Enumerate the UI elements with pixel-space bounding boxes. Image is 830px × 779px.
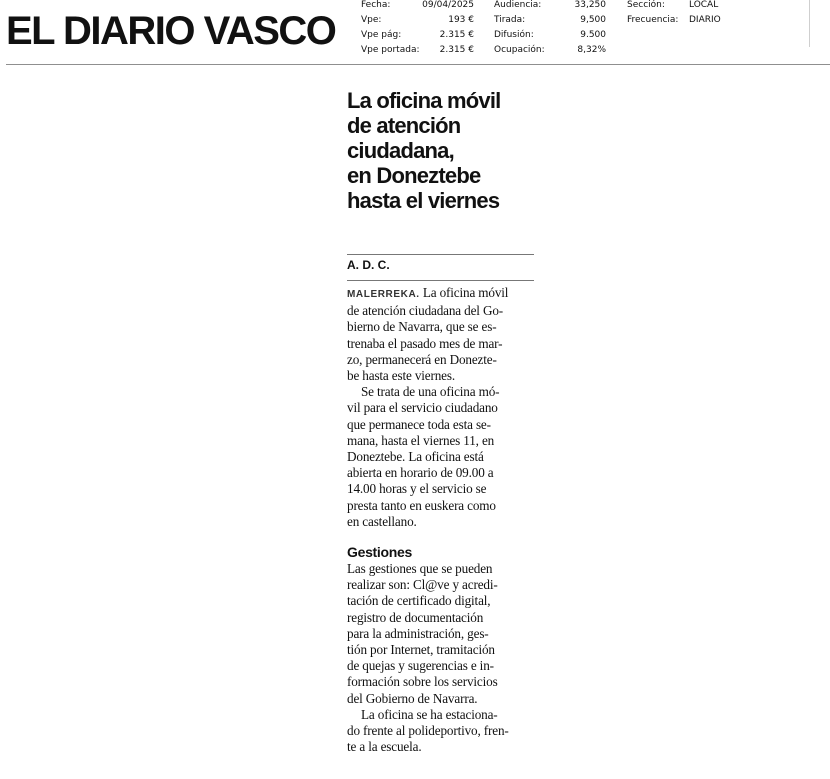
meta-values-col1 (414, 0, 474, 58)
meta-labels-col2 (494, 0, 554, 58)
body-line: presta tanto en euskera como (347, 497, 496, 513)
header-divider (809, 0, 810, 47)
body-line: tación de certificado digital, (347, 593, 491, 609)
meta-value: 33,250 (574, 0, 606, 10)
meta-label: Sección: (627, 0, 665, 10)
body-line: 14.00 horas y el servicio se (347, 481, 487, 497)
body-line: zo, permanecerá en Donezte- (347, 351, 497, 367)
body-line: abierta en horario de 09.00 a (347, 465, 494, 481)
meta-labels-col3 (627, 0, 687, 28)
body-line: Las gestiones que se pueden (347, 561, 493, 577)
headline-line: La oficina móvil (347, 88, 501, 113)
byline-rule-top (347, 254, 534, 255)
meta-label: Ocupación: (494, 45, 545, 55)
meta-value: 2.315 € (439, 45, 474, 55)
body-line: tión por Internet, tramitación (347, 642, 495, 658)
meta-value: LOCAL (689, 0, 719, 10)
body-line: del Gobierno de Navarra. (347, 690, 478, 706)
body-line: Se trata de una oficina mó- (361, 384, 500, 400)
byline-rule-bottom (347, 280, 534, 281)
header-rule (6, 64, 830, 65)
body-line: La oficina móvil (422, 285, 509, 300)
meta-label: Fecha: (361, 0, 391, 10)
meta-label: Vpe pág: (361, 30, 402, 40)
body-line: be hasta este viernes. (347, 368, 456, 384)
meta-label: Vpe portada: (361, 45, 420, 55)
meta-label: Audiencia: (494, 0, 542, 10)
body-line: de atención ciudadana del Go- (347, 303, 504, 319)
article-byline: A. D. C. (347, 258, 390, 272)
meta-value: 2.315 € (439, 30, 474, 40)
meta-label: Frecuencia: (627, 15, 679, 25)
meta-label: Vpe: (361, 15, 382, 25)
body-line: registro de documentación (347, 609, 484, 625)
meta-values-col3 (689, 0, 749, 28)
meta-values-col2 (554, 0, 606, 58)
body-line: te a la escuela. (347, 739, 422, 755)
meta-label: Tirada: (494, 15, 526, 25)
body-line: vil para el servicio ciudadano (347, 400, 498, 416)
body-line: realizar son: Cl@ve y acredi- (347, 577, 498, 593)
body-line: de quejas y sugerencias e in- (347, 658, 494, 674)
article-headline (347, 88, 547, 213)
headline-line: ciudadana, (347, 138, 454, 163)
body-line: bierno de Navarra, que se es- (347, 319, 497, 335)
paragraph-3 (347, 561, 537, 707)
body-line: Doneztebe. La oficina está (347, 449, 484, 465)
paragraph-2 (347, 384, 537, 530)
paragraph-1 (347, 285, 537, 384)
meta-labels-col1 (361, 0, 421, 58)
body-line: do frente al polideportivo, fren- (347, 723, 509, 739)
meta-value: DIARIO (689, 15, 721, 25)
body-line: formación sobre los servicios (347, 674, 498, 690)
meta-value: 8,32% (577, 45, 606, 55)
headline-line: hasta el viernes (347, 188, 500, 213)
article-subhead: Gestiones (347, 544, 412, 561)
meta-value: 193 € (448, 15, 474, 25)
meta-label: Difusión: (494, 30, 534, 40)
lead-place: MALERREKA. (347, 289, 420, 300)
headline-line: en Doneztebe (347, 163, 481, 188)
body-line: que permanece toda esta se- (347, 416, 491, 432)
body-line: en castellano. (347, 513, 417, 529)
paragraph-4 (347, 707, 537, 756)
headline-line: de atención (347, 113, 461, 138)
meta-value: 09/04/2025 (422, 0, 474, 10)
body-line: para la administración, ges- (347, 625, 489, 641)
body-line: trenaba el pasado mes de mar- (347, 335, 503, 351)
body-line: La oficina se ha estaciona- (361, 706, 498, 722)
article-body (347, 285, 537, 755)
meta-value: 9.500 (580, 30, 606, 40)
body-line: mana, hasta el viernes 11, en (347, 432, 495, 448)
newspaper-masthead: EL DIARIO VASCO (6, 9, 336, 53)
meta-value: 9,500 (580, 15, 606, 25)
